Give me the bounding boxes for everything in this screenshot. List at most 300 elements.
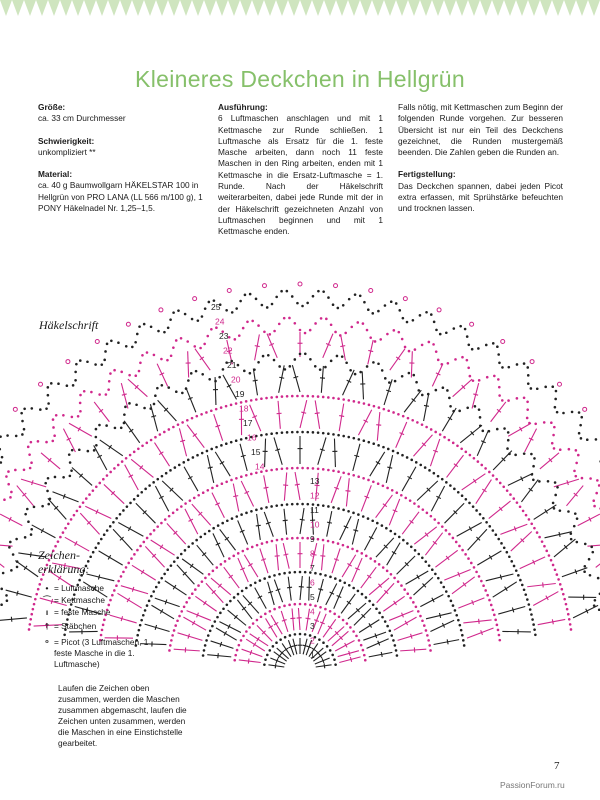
chain-stitch-mark [337,307,340,310]
round-number-label: 5 [310,592,315,602]
chain-stitch-mark [34,598,37,601]
chain-stitch-mark [589,574,592,577]
chain-stitch-mark [201,373,204,376]
chain-stitch-mark [109,525,112,528]
chain-stitch-mark [149,407,152,410]
stitch-crossbar [439,613,440,618]
chain-stitch-mark [503,427,506,430]
chain-stitch-mark [329,576,332,579]
chain-stitch-mark [510,560,513,563]
double-crochet-mark [41,453,60,469]
chain-stitch-mark [289,634,292,637]
chain-stitch-mark [333,613,336,616]
chain-stitch-mark [246,548,249,551]
chain-stitch-mark [394,380,397,383]
chain-stitch-mark [324,574,327,577]
chain-stitch-mark [240,513,243,516]
chain-stitch-mark [299,571,302,574]
double-crochet-mark [545,532,572,538]
chain-stitch-mark [230,404,233,407]
chain-stitch-mark [216,484,219,487]
chain-stitch-mark [404,497,407,500]
chain-stitch-mark [0,588,3,591]
chain-stitch-mark [260,434,263,437]
chain-stitch-mark [486,594,489,597]
double-crochet-mark [467,628,494,638]
chain-stitch-mark [37,440,40,443]
chain-stitch-mark [230,479,233,482]
chain-stitch-mark [530,387,533,390]
chain-stitch-mark [268,649,271,652]
chain-stitch-mark [485,344,488,347]
chain-stitch-mark [391,489,394,492]
chain-stitch-mark [523,588,526,591]
chain-stitch-mark [526,366,529,369]
double-crochet-mark [334,587,343,609]
chain-stitch-mark [492,609,495,612]
chain-stitch-mark [133,498,136,501]
chain-stitch-mark [320,317,323,320]
chain-stitch-mark [417,505,420,508]
double-crochet-mark [128,379,148,397]
double-crochet-mark [184,467,198,491]
chain-stitch-mark [327,540,330,543]
chain-stitch-mark [548,554,551,557]
double-crochet-mark [158,400,177,421]
chain-stitch-mark [524,593,527,596]
chain-stitch-mark [557,578,560,581]
chain-stitch-mark [498,639,501,642]
chain-stitch-mark [488,430,491,433]
chain-stitch-mark [202,491,205,494]
chain-stitch-mark [296,503,299,506]
double-crochet-mark [274,437,282,464]
chain-stitch-mark [372,603,375,606]
chain-stitch-mark [366,329,369,332]
chain-stitch-mark [367,517,370,520]
chain-stitch-mark [384,304,387,307]
double-crochet-mark [462,474,486,490]
double-crochet-mark [406,571,429,584]
chain-stitch-mark [445,590,448,593]
chain-stitch-mark [70,518,73,521]
chain-stitch-mark [466,359,469,362]
chain-stitch-mark [206,489,209,492]
chain-stitch-mark [367,308,370,311]
chain-stitch-mark [342,544,345,547]
chain-stitch-mark [427,639,430,642]
chain-stitch-mark [327,432,330,435]
chain-stitch-mark [29,623,32,626]
chain-stitch-mark [516,397,519,400]
chain-stitch-mark [251,546,254,549]
double-crochet-mark [463,620,491,623]
chain-stitch-mark [326,645,329,648]
double-crochet-mark [104,484,124,503]
double-crochet-mark [477,430,488,456]
chain-stitch-mark [180,610,183,613]
chain-stitch-mark [265,469,268,472]
chain-stitch-mark [90,391,93,394]
chain-stitch-mark [178,615,181,618]
double-crochet-mark [264,475,269,503]
chain-stitch-mark [333,658,336,661]
instructions-continued-text: Falls nötig, mit Kettmaschen zum Beginn der folgenden Runde vorgehen. Zur besseren Übersicht ist nur ein Teil des Deckchens gezeichnet, die Runden mustergemäß beenden. Die Zahlen geben die Runden an. [398,102,563,158]
chain-stitch-mark [463,644,466,647]
chain-stitch-mark [523,452,526,455]
chain-stitch-mark [332,303,335,306]
chain-stitch-mark [453,488,456,491]
double-crochet-mark [317,579,323,602]
chain-stitch-mark [9,496,12,499]
chain-stitch-mark [426,512,429,515]
chain-stitch-mark [143,323,146,326]
chain-stitch-mark [275,432,278,435]
chain-stitch-mark [104,350,107,353]
chain-stitch-mark [331,654,334,657]
chain-stitch-mark [466,406,469,409]
chain-stitch-mark [368,600,371,603]
chain-stitch-mark [342,435,345,438]
chain-stitch-mark [62,531,65,534]
chain-stitch-mark [88,493,91,496]
chain-stitch-mark [467,344,470,347]
chain-stitch-mark [234,338,237,341]
chain-stitch-mark [395,302,398,305]
chain-stitch-mark [334,577,337,580]
double-crochet-mark [268,582,275,605]
chain-stitch-mark [103,533,106,536]
chain-stitch-mark [168,515,171,518]
chain-stitch-mark [551,385,554,388]
stitch-crossbar [315,413,320,414]
double-crochet-mark [430,620,454,631]
chain-stitch-mark [296,302,299,305]
chain-stitch-mark [235,515,238,518]
chain-stitch-mark [454,358,457,361]
double-crochet-mark [214,414,223,441]
double-crochet-mark [534,505,557,520]
chain-stitch-mark [359,371,362,374]
chain-stitch-mark [299,633,302,636]
stitch-crossbar [275,449,280,450]
chain-stitch-mark [433,321,436,324]
chain-stitch-mark [154,394,157,397]
chain-stitch-mark [494,619,497,622]
double-crochet-mark [432,364,443,387]
stitch-crossbar [275,663,276,668]
chain-stitch-mark [382,484,385,487]
chain-stitch-mark [502,485,505,488]
double-crochet-mark [32,525,56,538]
chain-stitch-mark [412,319,415,322]
chain-stitch-mark [395,649,398,652]
stitch-crossbar [424,405,429,406]
double-crochet-mark [533,592,558,606]
chain-stitch-mark [388,381,391,384]
chain-stitch-mark [210,448,213,451]
chain-stitch-mark [199,347,202,350]
chain-stitch-mark [443,436,446,439]
chain-stitch-mark [449,484,452,487]
chain-stitch-mark [481,430,484,433]
double-crochet-mark [288,577,291,601]
picot-mark [437,308,441,312]
chain-stitch-mark [106,474,109,477]
chain-stitch-mark [528,422,531,425]
double-crochet-mark [327,511,332,536]
chain-stitch-mark [117,464,120,467]
chain-stitch-mark [345,361,348,364]
chain-stitch-mark [554,406,557,409]
chain-stitch-mark [261,542,264,545]
double-crochet-mark [369,652,393,656]
chain-stitch-mark [109,471,112,474]
chain-stitch-mark [278,573,281,576]
chain-stitch-mark [342,619,345,622]
stitch-crossbar [567,480,568,485]
instructions-heading: Ausführung: [218,102,268,112]
chain-stitch-mark [509,493,512,496]
chain-stitch-mark [373,405,376,408]
chain-stitch-mark [358,401,361,404]
double-crochet-mark [94,402,109,422]
chain-stitch-mark [367,479,370,482]
chain-stitch-mark [7,483,10,486]
chain-stitch-mark [95,485,98,488]
chain-stitch-mark [452,537,455,540]
chain-stitch-mark [452,604,455,607]
double-crochet-mark [587,544,600,546]
chain-stitch-mark [456,444,459,447]
chain-stitch-mark [353,400,356,403]
chain-stitch-mark [203,649,206,652]
stitch-crossbar [32,480,33,485]
double-crochet-mark [300,400,307,428]
legend-item-double [40,621,160,632]
chain-stitch-mark [398,309,401,312]
chain-stitch-mark [95,444,98,447]
stitch-crossbar [512,607,513,612]
chain-stitch-mark [73,514,76,517]
chain-stitch-mark [117,341,120,344]
chain-stitch-mark [586,438,589,441]
double-crochet-mark [430,439,439,466]
stitch-crossbar [30,552,31,557]
chain-stitch-mark [212,570,215,573]
double-crochet-mark [352,519,358,545]
chain-stitch-mark [319,573,322,576]
chain-stitch-mark [362,322,365,325]
chain-stitch-mark [448,397,451,400]
chain-stitch-mark [469,454,472,457]
chain-stitch-mark [98,424,101,427]
chain-stitch-mark [30,533,33,536]
chain-stitch-mark [240,639,243,642]
chain-stitch-mark [465,498,468,501]
chain-stitch-mark [580,437,583,440]
double-crochet-mark [72,468,92,486]
round-number-label: 2 [310,635,315,646]
double-crochet-mark [389,611,413,621]
picot-mark [13,407,17,411]
double-crochet-mark [6,590,32,597]
stitch-crossbar [324,663,325,668]
chain-stitch-mark [446,389,449,392]
double-crochet-mark [359,620,379,633]
chain-stitch-mark [363,301,366,304]
chain-stitch-mark [352,437,355,440]
stitch-crossbar [473,394,478,395]
chain-stitch-mark [171,634,174,637]
chain-stitch-mark [309,358,312,361]
chain-stitch-mark [574,512,577,515]
chain-stitch-mark [141,444,144,447]
chain-stitch-mark [153,403,156,406]
stitch-crossbar [208,467,213,468]
chain-stitch-mark [275,468,278,471]
double-crochet-mark [279,365,285,392]
double-crochet-mark [460,425,482,443]
picot-mark [193,297,197,301]
chain-stitch-mark [108,380,111,383]
double-crochet-mark [400,649,426,651]
chain-stitch-mark [254,582,257,585]
picot-mark [583,407,587,411]
chain-stitch-mark [596,479,599,482]
stitch-crossbar [264,487,269,488]
chain-stitch-mark [533,527,536,530]
chain-stitch-mark [579,424,582,427]
chain-stitch-mark [337,470,340,473]
chain-stitch-mark [241,590,244,593]
chain-stitch-mark [498,634,501,637]
chain-stitch-mark [393,329,396,332]
chain-stitch-mark [120,575,123,578]
chain-stitch-mark [53,434,56,437]
stitch-crossbar [386,390,391,392]
double-crochet-mark [268,665,284,667]
chain-stitch-mark [559,509,562,512]
chain-stitch-mark [105,393,108,396]
double-crochet-mark [322,544,324,570]
chain-stitch-mark [288,317,291,320]
chain-stitch-mark [170,354,173,357]
chain-stitch-mark [358,438,361,441]
chain-stitch-mark [450,600,453,603]
stitch-crossbar [261,559,266,561]
chain-stitch-mark [70,469,73,472]
chain-stitch-mark [29,618,32,621]
chain-stitch-mark [200,413,203,416]
round-number-label: 21 [227,360,237,370]
chain-stitch-mark [533,628,536,631]
chain-stitch-mark [160,358,163,361]
chain-stitch-mark [515,569,518,572]
chain-stitch-mark [220,406,223,409]
chain-stitch-mark [523,396,526,399]
chain-stitch-mark [172,512,175,515]
chain-stitch-mark [76,510,79,513]
chain-stitch-mark [361,593,364,596]
material-heading: Material: [38,169,73,180]
chain-stitch-mark [137,494,140,497]
chain-stitch-mark [589,477,592,480]
chain-stitch-mark [495,533,498,536]
double-crochet-mark [174,649,200,651]
chain-stitch-mark [516,501,519,504]
chain-stitch-mark [51,440,54,443]
chain-stitch-mark [24,513,27,516]
chain-stitch-mark [413,502,416,505]
double-crochet-mark [118,523,143,537]
double-crochet-mark [368,340,373,364]
chain-stitch-mark [472,505,475,508]
chain-stitch-mark [554,568,557,571]
chain-stitch-mark [314,322,317,325]
chain-stitch-mark [220,444,223,447]
diagram-title: Häkelschrift [39,318,99,332]
chain-stitch-mark [260,397,263,400]
chain-stitch-mark [66,384,69,387]
chain-stitch-mark [462,639,465,642]
chain-stitch-mark [386,625,389,628]
chain-stitch-mark [419,615,422,618]
chain-stitch-mark [195,370,198,373]
stitch-crossbar [433,450,438,452]
double-crochet-mark [186,387,196,412]
double-crochet-mark [457,523,482,537]
double-crochet-mark [476,480,492,504]
chain-stitch-mark [492,474,495,477]
chain-stitch-mark [553,507,556,510]
chain-stitch-mark [120,371,123,374]
chain-stitch-mark [128,374,131,377]
chain-stitch-mark [14,469,17,472]
chain-stitch-mark [267,354,270,357]
chain-stitch-mark [430,515,433,518]
watermark: PassionForum.ru [500,780,565,790]
chain-stitch-mark [163,431,166,434]
stitch-crossbar [354,455,359,456]
chain-stitch-mark [464,553,467,556]
chain-stitch-mark [371,519,374,522]
chain-stitch-mark [406,321,409,324]
chain-stitch-mark [301,537,304,540]
chain-stitch-mark [12,553,15,556]
chain-stitch-mark [480,464,483,467]
chain-stitch-mark [360,552,363,555]
chain-stitch-mark [590,546,593,549]
chain-stitch-mark [341,355,344,358]
chain-stitch-mark [26,508,29,511]
chain-stitch-mark [332,541,335,544]
chain-stitch-mark [365,596,368,599]
chain-stitch-mark [304,571,307,574]
chain-stitch-mark [339,334,342,337]
chain-stitch-mark [273,359,276,362]
chain-stitch-mark [411,419,414,422]
double-crochet-mark [434,640,460,645]
chain-stitch-mark [2,572,5,575]
chain-stitch-mark [584,565,587,568]
chain-stitch-mark [215,408,218,411]
chain-stitch-mark [517,574,520,577]
chain-stitch-mark [329,649,332,652]
chain-stitch-mark [322,396,325,399]
double-crochet-mark [187,611,211,621]
double-crochet-mark [387,543,400,566]
